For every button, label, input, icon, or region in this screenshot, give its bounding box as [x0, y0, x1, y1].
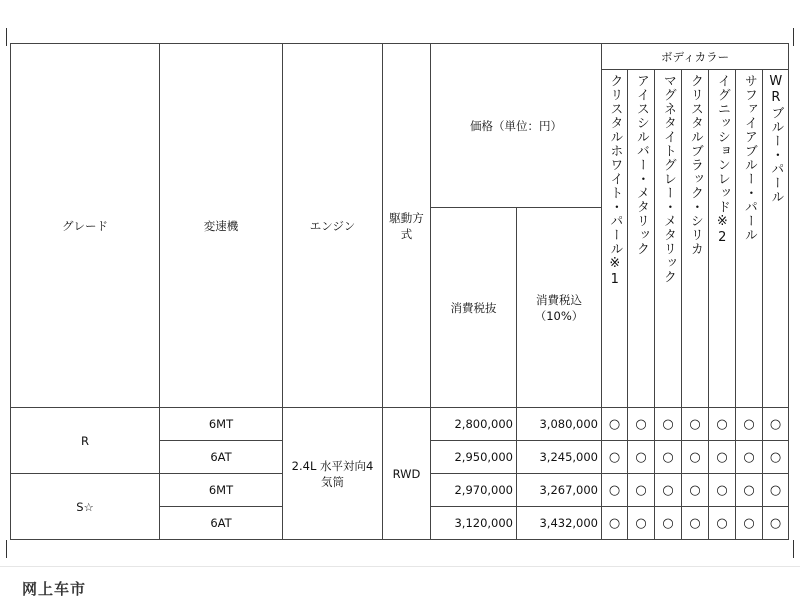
table-row: [11, 408, 789, 441]
color-header: [628, 70, 655, 408]
frame-corner: [6, 540, 7, 558]
drive-cell: RWD: [383, 408, 431, 540]
color-name: クリスタルホワイト・パール※1: [607, 74, 623, 288]
availability-mark: ○: [655, 474, 682, 507]
availability-mark: ○: [655, 408, 682, 441]
availability-mark: ○: [602, 408, 628, 441]
price-excl-cell: 2,970,000: [431, 474, 517, 507]
grade-cell: S☆: [11, 474, 160, 540]
availability-mark: ○: [602, 474, 628, 507]
price-excl-cell: 2,950,000: [431, 441, 517, 474]
header-drive: 駆動方式: [383, 44, 431, 408]
price-excl-cell: 2,800,000: [431, 408, 517, 441]
color-name: イグニッションレッド※2: [714, 74, 730, 246]
availability-mark: ○: [763, 441, 789, 474]
color-header: [763, 70, 789, 408]
availability-mark: ○: [736, 441, 763, 474]
availability-mark: ○: [709, 441, 736, 474]
price-incl-cell: 3,080,000: [517, 408, 602, 441]
header-transmission: 変速機: [160, 44, 283, 408]
color-header: [655, 70, 682, 408]
header-engine: エンジン: [283, 44, 383, 408]
frame-corner: [6, 28, 7, 46]
color-header: [602, 70, 628, 408]
header-grade: グレード: [11, 44, 160, 408]
availability-mark: ○: [763, 474, 789, 507]
availability-mark: ○: [682, 507, 709, 540]
color-header: [709, 70, 736, 408]
availability-mark: ○: [763, 507, 789, 540]
availability-mark: ○: [736, 507, 763, 540]
transmission-cell: 6AT: [160, 507, 283, 540]
availability-mark: ○: [709, 507, 736, 540]
price-incl-cell: 3,245,000: [517, 441, 602, 474]
watermark-divider: [0, 566, 800, 567]
header-price-excl: 消費税抜: [431, 208, 517, 408]
header-price: 価格（単位：円）: [431, 44, 602, 208]
color-name: サファイアブルー・パール: [741, 74, 757, 242]
engine-cell: 2.4L 水平対向4気筒: [283, 408, 383, 540]
color-name: WRブルー・パール: [768, 74, 784, 204]
price-incl-cell: 3,267,000: [517, 474, 602, 507]
transmission-cell: 6MT: [160, 474, 283, 507]
frame-corner: [793, 28, 794, 46]
availability-mark: ○: [682, 441, 709, 474]
color-name: アイスシルバー・メタリック: [633, 74, 649, 256]
color-header: [682, 70, 709, 408]
availability-mark: ○: [628, 441, 655, 474]
availability-mark: ○: [628, 507, 655, 540]
availability-mark: ○: [682, 474, 709, 507]
availability-mark: ○: [628, 408, 655, 441]
color-name: マグネタイトグレー・メタリック: [660, 74, 676, 284]
price-incl-cell: 3,432,000: [517, 507, 602, 540]
color-name: クリスタルブラック・シリカ: [687, 74, 703, 256]
watermark: 网上车市: [22, 580, 87, 598]
availability-mark: ○: [709, 408, 736, 441]
availability-mark: ○: [602, 441, 628, 474]
color-header: [736, 70, 763, 408]
grade-cell: R: [11, 408, 160, 474]
availability-mark: ○: [602, 507, 628, 540]
transmission-cell: 6AT: [160, 441, 283, 474]
availability-mark: ○: [628, 474, 655, 507]
header-price-incl: 消費税込（10%）: [517, 208, 602, 408]
availability-mark: ○: [682, 408, 709, 441]
spec-table: [10, 43, 789, 540]
transmission-cell: 6MT: [160, 408, 283, 441]
availability-mark: ○: [736, 408, 763, 441]
availability-mark: ○: [736, 474, 763, 507]
availability-mark: ○: [655, 507, 682, 540]
price-excl-cell: 3,120,000: [431, 507, 517, 540]
availability-mark: ○: [709, 474, 736, 507]
header-body-color: ボディカラー: [602, 44, 789, 70]
availability-mark: ○: [655, 441, 682, 474]
availability-mark: ○: [763, 408, 789, 441]
frame-corner: [793, 540, 794, 558]
